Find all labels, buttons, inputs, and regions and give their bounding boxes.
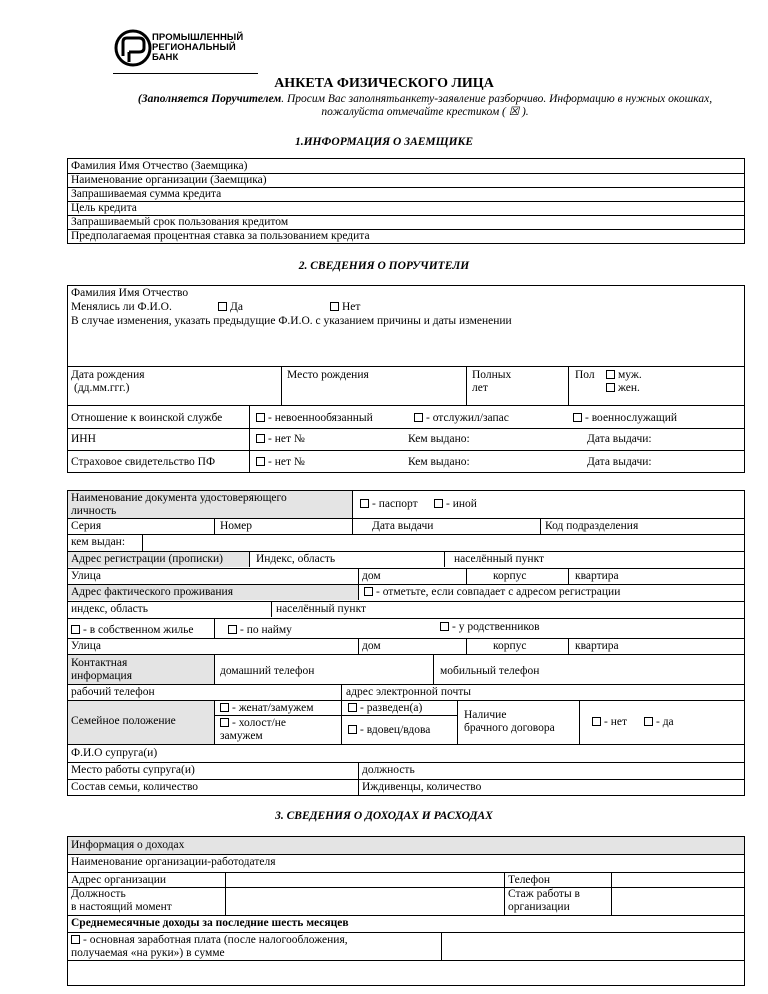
section1-title: 1.ИНФОРМАЦИЯ О ЗАЕМЩИКЕ [294,136,474,148]
identity-table [67,490,745,796]
reg-building-label: корпус [493,570,527,582]
full-years-label: Полных [472,369,512,381]
loan-amount-label: Запрашиваемая сумма кредита [71,188,222,200]
logo-line: ПРОМЫШЛЕННЫЙ [152,32,244,43]
dob-label: Дата рождения [71,369,145,381]
contact-info-label: Контактная [71,657,128,669]
issued-by-label: кем выдан: [71,536,126,548]
option-label: - холост/не [232,717,286,729]
marital-status-label: Семейное положение [71,715,176,727]
checkbox-icon [256,457,265,466]
employer-label: Наименование организации-работодателя [71,856,276,868]
reg-index-label: Индекс, область [256,553,336,565]
guarantor-table [67,285,745,473]
date-issued-label: Дата выдачи [372,520,434,532]
prenup-label-2: брачного договора [464,722,555,734]
logo-line: БАНК [152,52,179,63]
org-address-label: Адрес организации [71,874,167,886]
option-label: - паспорт [372,498,418,510]
checkbox-icon [644,717,653,726]
loan-purpose-label: Цель кредита [71,202,137,214]
number-label: Номер [220,520,252,532]
option-label: - разведен(а) [360,702,423,714]
checkbox-icon [440,622,449,631]
family-label: Состав семьи, количество [71,781,199,793]
military-option-none[interactable] [256,412,373,425]
form-title: АНКЕТА ФИЗИЧЕСКОГО ЛИЦА [274,76,494,91]
prenup-no-option[interactable] [592,716,627,729]
checkbox-icon [218,302,227,311]
work-phone-label: рабочий телефон [71,686,155,698]
option-label: - невоеннообязанный [268,412,373,424]
sex-male-option[interactable] [606,369,642,382]
actual-building-label: корпус [493,640,527,652]
checkbox-icon [606,370,615,379]
checkbox-icon [256,413,265,422]
dependents-label: Иждивенцы, количество [362,781,482,793]
option-label: - военнослужащий [585,412,678,424]
option-label: - женат/замужем [232,702,314,714]
option-label: - отметьте, если совпадает с адресом регистрации [376,586,621,598]
email-label: адрес электронной почты [346,686,471,698]
option-label: - у родственников [452,621,540,633]
passport-option[interactable] [360,498,418,511]
checkbox-icon [414,413,423,422]
prenup-label: Наличие [464,709,507,721]
checkbox-icon [592,717,601,726]
female-label: жен. [618,382,640,394]
prenup-yes-option[interactable] [644,716,674,729]
pension-label: Страховое свидетельство ПФ [71,456,216,468]
logo-text [152,33,243,63]
guarantor-fio-label: Фамилия Имя Отчество [71,287,189,299]
borrower-fio-label: Фамилия Имя Отчество (Заемщика) [71,160,248,172]
sex-female-option[interactable] [606,382,640,395]
reg-house-label: дом [362,570,381,582]
borrower-table [67,158,745,244]
contact-info-label-2: информация [71,670,132,682]
single-option[interactable] [220,717,286,730]
reg-settlement-label: населённый пункт [454,553,545,565]
intro-rest: . Просим Вас заполнятьанкету-заявление разборчиво. Информацию в нужных окошках, пожалуйста отмечайте крестиком ( ☒ ). [281,93,713,118]
tenure-label-2: организации [508,901,570,913]
inn-none-option[interactable] [256,433,305,446]
single-option-2: замужем [220,730,263,742]
checkbox-icon [348,703,357,712]
section2-title: 2. СВЕДЕНИЯ О ПОРУЧИТЕЛИ [298,260,470,272]
home-phone-label: домашний телефон [220,665,315,677]
actual-settlement-label: населённый пункт [276,603,367,615]
married-option[interactable] [220,702,313,715]
borrower-org-label: Наименование организации (Заемщика) [71,174,267,186]
mobile-phone-label: мобильный телефон [440,665,540,677]
current-position-label-2: в настоящий момент [71,901,172,913]
option-label: - иной [446,498,477,510]
checkbox-icon [228,625,237,634]
phone-label: Телефон [508,874,551,886]
name-changed-no[interactable] [330,301,360,314]
inn-issue-date: Дата выдачи: [587,433,652,445]
form-intro [120,93,730,119]
id-doc-label-2: личность [71,505,117,517]
option-label: - по найму [240,624,292,636]
reg-street-label: Улица [71,570,101,582]
spouse-work-label: Место работы супруга(и) [71,764,195,776]
pension-issue-date: Дата выдачи: [587,456,652,468]
checkbox-icon [360,499,369,508]
option-label: - нет № [268,456,305,468]
military-option-serving[interactable] [573,412,677,425]
salary-option-2: получаемая «на руки») в сумме [71,947,225,959]
actual-flat-label: квартира [575,640,619,652]
name-changed-yes[interactable] [218,301,243,314]
option-label: - в собственном жилье [83,624,194,636]
actual-address-label: Адрес фактического проживания [71,586,233,598]
checkbox-icon [364,587,373,596]
dob-format: (дд.мм.ггг.) [74,382,130,394]
interest-rate-label: Предполагаемая процентная ставка за пользованием кредита [71,230,370,242]
logo-line: РЕГИОНАЛЬНЫЙ [152,42,236,53]
checkbox-icon [330,302,339,311]
yes-label: Да [230,301,243,313]
rent-housing-option[interactable] [228,624,292,637]
actual-street-label: Улица [71,640,101,652]
pension-issued-by: Кем выдано: [408,456,470,468]
dept-code-label: Код подразделения [545,520,639,532]
birthplace-label: Место рождения [287,369,369,381]
spouse-position-label: должность [362,764,415,776]
full-years-label-2: лет [472,382,488,394]
divorced-option[interactable] [348,702,422,715]
income-table [67,836,745,986]
id-doc-label: Наименование документа удостоверяющего [71,492,287,504]
name-change-note: В случае изменения, указать предыдущие Ф.И.О. с указанием причины и даты изменении [71,315,512,327]
military-label: Отношение к воинской службе [71,412,223,424]
name-changed-label: Менялись ли Ф.И.О. [71,301,172,313]
reg-address-label: Адрес регистрации (прописки) [71,553,223,565]
inn-label: ИНН [71,433,96,445]
widowed-option[interactable] [348,724,430,737]
salary-option[interactable] [71,934,348,947]
checkbox-icon [71,935,80,944]
option-label: - вдовец/вдова [360,724,431,736]
checkbox-icon [256,434,265,443]
checkbox-icon [220,718,229,727]
intro-lead: (Заполняется Поручителем [137,93,282,105]
loan-term-label: Запрашиваемый срок пользования кредитом [71,216,289,228]
inn-issued-by: Кем выдано: [408,433,470,445]
no-label: Нет [342,301,361,313]
checkbox-icon [220,703,229,712]
military-option-reserve[interactable] [414,412,509,425]
option-label: - основная заработная плата (после налогообложения, [83,934,348,946]
sex-label: Пол [575,369,595,381]
avg-income-label: Среднемесячные доходы за последние шесть месяцев [71,917,349,929]
checkbox-icon [71,625,80,634]
own-housing-option[interactable] [71,624,194,637]
pension-none-option[interactable] [256,456,305,469]
actual-house-label: дом [362,640,381,652]
checkbox-icon [434,499,443,508]
tenure-label: Стаж работы в [508,888,580,900]
spouse-fio-label: Ф.И.О супруга(и) [71,747,158,759]
logo-rule [113,73,258,74]
checkbox-icon [573,413,582,422]
option-label: - нет № [268,433,305,445]
checkbox-icon [348,725,357,734]
option-label: - нет [604,716,627,728]
option-label: - да [656,716,674,728]
same-address-option[interactable] [364,586,620,599]
option-label: - отслужил/запас [426,412,509,424]
current-position-label: Должность [71,888,126,900]
section3-title: 3. СВЕДЕНИЯ О ДОХОДАХ И РАСХОДАХ [275,810,493,822]
relatives-housing-option[interactable] [440,621,540,634]
reg-flat-label: квартира [575,570,619,582]
checkbox-icon [606,383,615,392]
male-label: муж. [618,369,642,381]
income-info-label: Информация о доходах [71,839,185,851]
series-label: Серия [71,520,102,532]
other-doc-option[interactable] [434,498,477,511]
actual-index-label: индекс, область [71,603,148,615]
